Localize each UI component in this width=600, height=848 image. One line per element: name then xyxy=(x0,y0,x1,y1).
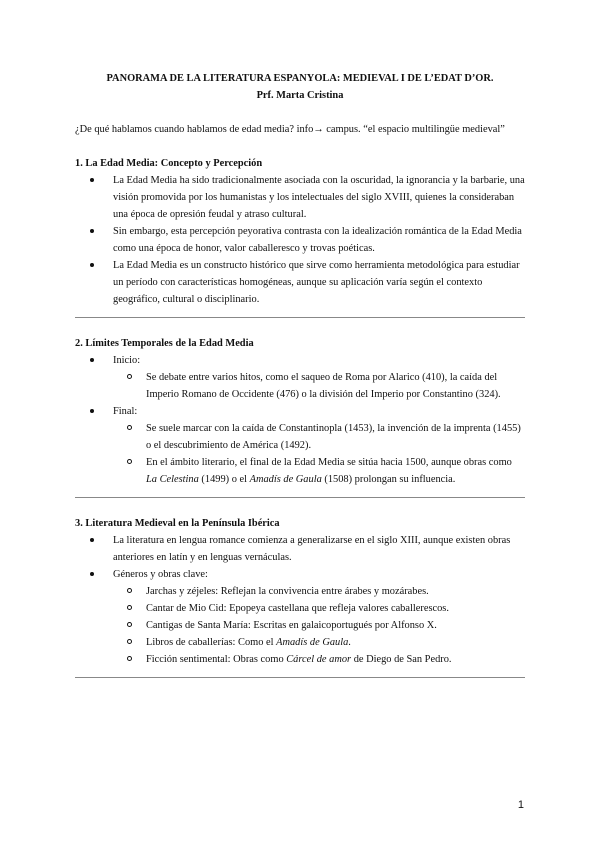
bullet-list xyxy=(75,532,525,668)
sub-bullet-list xyxy=(113,369,525,403)
text-run: de Diego de San Pedro. xyxy=(351,654,452,665)
text-run: . xyxy=(348,637,351,648)
list-item: Sin embargo, esta percepción peyorativa contrasta con la idealización romántica de la Edad Media como una época de honor, valor caballeresco y trovas poéticas. xyxy=(75,223,525,257)
sub-list-item xyxy=(113,634,525,651)
text-run: (1508) prolongan su influencia. xyxy=(321,474,456,485)
work-title: Cárcel de amor xyxy=(286,654,352,665)
list-item: La Edad Media es un constructo histórico que sirve como herramienta metodológica para estudiar un período con características homogéneas, aunque su aplicación varía según el contexto geográfico, cultural o disciplinario. xyxy=(75,257,525,308)
document-content xyxy=(75,70,525,678)
section-divider xyxy=(75,497,525,498)
list-label: Inicio: xyxy=(113,355,141,366)
section-iberian-literature xyxy=(75,515,525,678)
section-heading: 2. Límites Temporales de la Edad Media xyxy=(75,338,254,349)
bullet-list xyxy=(75,172,525,308)
intro-paragraph: ¿De qué hablamos cuando hablamos de edad media? info→ campus. “el espacio multilingüe medieval” xyxy=(75,124,505,135)
section-heading: 1. La Edad Media: Concepto y Percepción xyxy=(75,158,263,169)
section-concept xyxy=(75,155,525,318)
sub-list-item: Cantigas de Santa María: Escritas en galaicoportugués por Alfonso X. xyxy=(113,617,525,634)
section-divider xyxy=(75,677,525,678)
section-limits xyxy=(75,335,525,498)
sub-bullet-list xyxy=(113,583,525,668)
sub-bullet-list xyxy=(113,420,525,488)
document-title xyxy=(75,70,525,104)
bullet-list xyxy=(75,352,525,488)
text-run: (1499) o el xyxy=(198,474,250,485)
text-run: Ficción sentimental: Obras como xyxy=(146,654,287,665)
sub-list-item xyxy=(113,651,525,668)
sub-list-item: Se suele marcar con la caída de Constantinopla (1453), la invención de la imprenta (1455) o el descubrimiento de América (1492). xyxy=(113,420,525,454)
title-line: PANORAMA DE LA LITERATURA ESPANYOLA: MEDIEVAL I DE L’EDAT D’OR. xyxy=(106,73,494,84)
sub-list-item: Se debate entre varios hitos, como el saqueo de Roma por Alarico (410), la caída del Imperio Romano de Occidente (476) o la división del Imperio por Constantino (324). xyxy=(113,369,525,403)
list-item: La literatura en lengua romance comienza a generalizarse en el siglo XIII, aunque existen obras anteriores en latín y en lenguas vernáculas. xyxy=(75,532,525,566)
section-heading: 3. Literatura Medieval en la Península Ibérica xyxy=(75,518,280,529)
author-line: Prf. Marta Cristina xyxy=(256,90,344,101)
list-item xyxy=(75,403,525,488)
work-title: Amadís de Gaula xyxy=(276,637,349,648)
text-run: En el ámbito literario, el final de la Edad Media se sitúa hacia 1500, aunque obras como xyxy=(146,457,512,468)
list-item xyxy=(75,352,525,403)
page-number: 1 xyxy=(517,799,524,811)
sub-list-item: Cantar de Mio Cid: Epopeya castellana que refleja valores caballerescos. xyxy=(113,600,525,617)
list-label: Final: xyxy=(113,406,138,417)
text-run: Libros de caballerías: Como el xyxy=(146,637,277,648)
work-title: Amadís de Gaula xyxy=(249,474,322,485)
work-title: La Celestina xyxy=(146,474,199,485)
sub-list-item: Jarchas y zéjeles: Reflejan la convivencia entre árabes y mozárabes. xyxy=(113,583,525,600)
list-item: La Edad Media ha sido tradicionalmente asociada con la oscuridad, la ignorancia y la barbarie, una visión promovida por los humanistas y los intelectuales del siglo XVIII, quienes la consideraban una época de opresión feudal y atraso cultural. xyxy=(75,172,525,223)
list-item xyxy=(75,566,525,668)
sub-list-item xyxy=(113,454,525,488)
section-divider xyxy=(75,317,525,318)
list-label: Géneros y obras clave: xyxy=(113,569,208,580)
